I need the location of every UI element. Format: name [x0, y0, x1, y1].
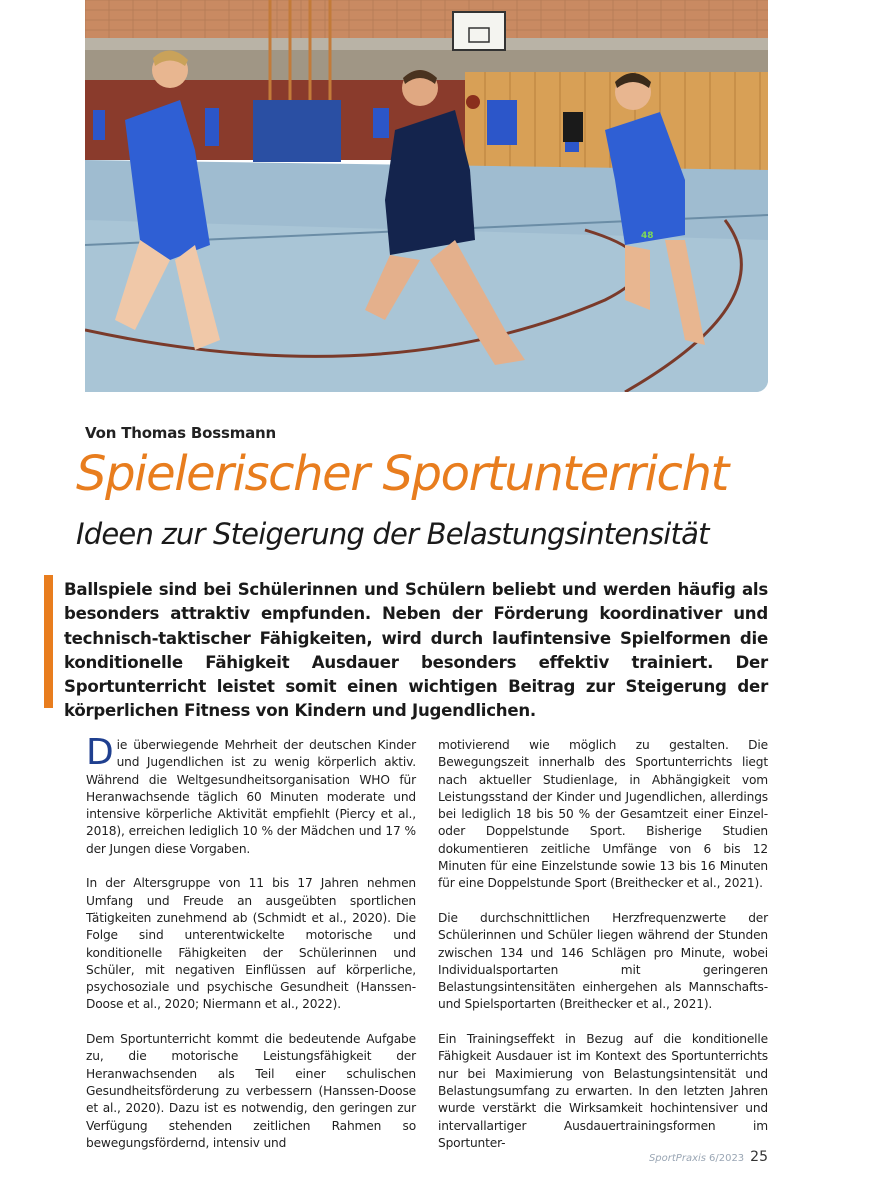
- drop-cap: D: [86, 732, 114, 773]
- lead-paragraph: Ballspiele sind bei Schülerinnen und Schülern beliebt und werden häufig als besonders attraktiv empfunden. Neben der Förderung koordinativer und technisch-taktischer Fähigkeiten, wird durch laufintensive Spielformen die konditionelle Fähigkeit Ausdauer besonders effektiv trainiert. Der Sportunterricht leistet somit einen wichtigen Beitrag zur Steigerung der körperlichen Fitness von Kindern und Jugendlichen.: [64, 580, 768, 721]
- body-column-right: [438, 737, 768, 1169]
- lead-accent-bar: [44, 575, 53, 708]
- body-column-left: [86, 732, 416, 1169]
- issue-number: 6/2023: [708, 1153, 745, 1164]
- page-footer: [649, 1146, 768, 1165]
- magazine-name: SportPraxis: [648, 1153, 706, 1164]
- page-number: 25: [750, 1149, 768, 1165]
- article-subtitle: Ideen zur Steigerung der Belastungsintensität: [76, 517, 709, 551]
- body-paragraph: Ein Trainingseffekt in Bezug auf die konditionelle Fähigkeit Ausdauer ist im Kontext des Sportunterrichts nur bei Maximierung von Belastungsintensität und Belastungsumfang zu erwarten. In den letzten Jahren wurde verstärkt die Wirksamkeit hochintensiver und intervallartiger Ausdauertrainingsformen im Sportunter-: [438, 1032, 768, 1150]
- author-byline: Von Thomas Bossmann: [85, 424, 277, 442]
- handball-scene-illustration: [85, 0, 768, 392]
- jersey-number: 48: [641, 231, 654, 241]
- article-title: Spielerischer Sportunterricht: [76, 446, 728, 502]
- header-photo: [85, 0, 768, 392]
- body-paragraph: [86, 732, 416, 858]
- body-paragraph: motivierend wie möglich zu gestalten. Die Bewegungszeit innerhalb des Sportunterrichts liegt nach aktueller Studienlage, in Abhängigkeit vom Leistungsstand der Kinder und Jugendlichen, allerdings bei lediglich 18 bis 50 % der Gesamtzeit einer Einzel- oder Doppelstunde Sport. Bisherige Studien dokumentieren zeitliche Umfänge von 6 bis 12 Minuten für eine Einzelstunde sowie 13 bis 16 Minuten für eine Doppelstunde Sport (Breithecker et al., 2021).: [438, 738, 768, 891]
- body-paragraph-text: ie überwiegende Mehrheit der deutschen Kinder und Jugendlichen ist zu wenig körperlich aktiv. Während die Weltgesundheitsorganisation WHO für Heranwachsende täglich 60 Minuten moderate und intensive körperliche Aktivität empfiehlt (Piercy et al., 2018), erreichen lediglich 10 % der Mädchen und 17 % der Jungen diese Vorgaben.: [86, 738, 416, 856]
- body-paragraph: Die durchschnittlichen Herzfrequenzwerte der Schülerinnen und Schüler liegen während der Stunden zwischen 134 und 146 Schlägen pro Minute, wobei Individualsportarten mit geringeren Belastungsintensitäten einhergehen als Mannschafts- und Spielsportarten (Breithecker et al., 2021).: [438, 910, 768, 1012]
- body-paragraph: In der Altersgruppe von 11 bis 17 Jahren nehmen Umfang und Freude an ausgeübten sportlichen Tätigkeiten zunehmend ab (Schmidt et al., 2020). Die Folge sind unterentwickelte motorische und konditionelle Fähigkeiten der Schülerinnen und Schüler, mit negativen Einflüssen auf körperliche, psychosoziale und psychische Gesundheit (Hanssen-Doose et al., 2020; Niermann et al., 2022).: [86, 876, 416, 1012]
- body-paragraph: Dem Sportunterricht kommt die bedeutende Aufgabe zu, die motorische Leistungsfähigkeit der Heranwachsenden als Teil einer schulischen Gesundheitsförderung zu verbessern (Hanssen-Doose et al., 2020). Dazu ist es notwendig, den geringen zur Verfügung stehenden zeitlichen Rahmen so bewegungsfördernd, intensiv und: [86, 1032, 416, 1150]
